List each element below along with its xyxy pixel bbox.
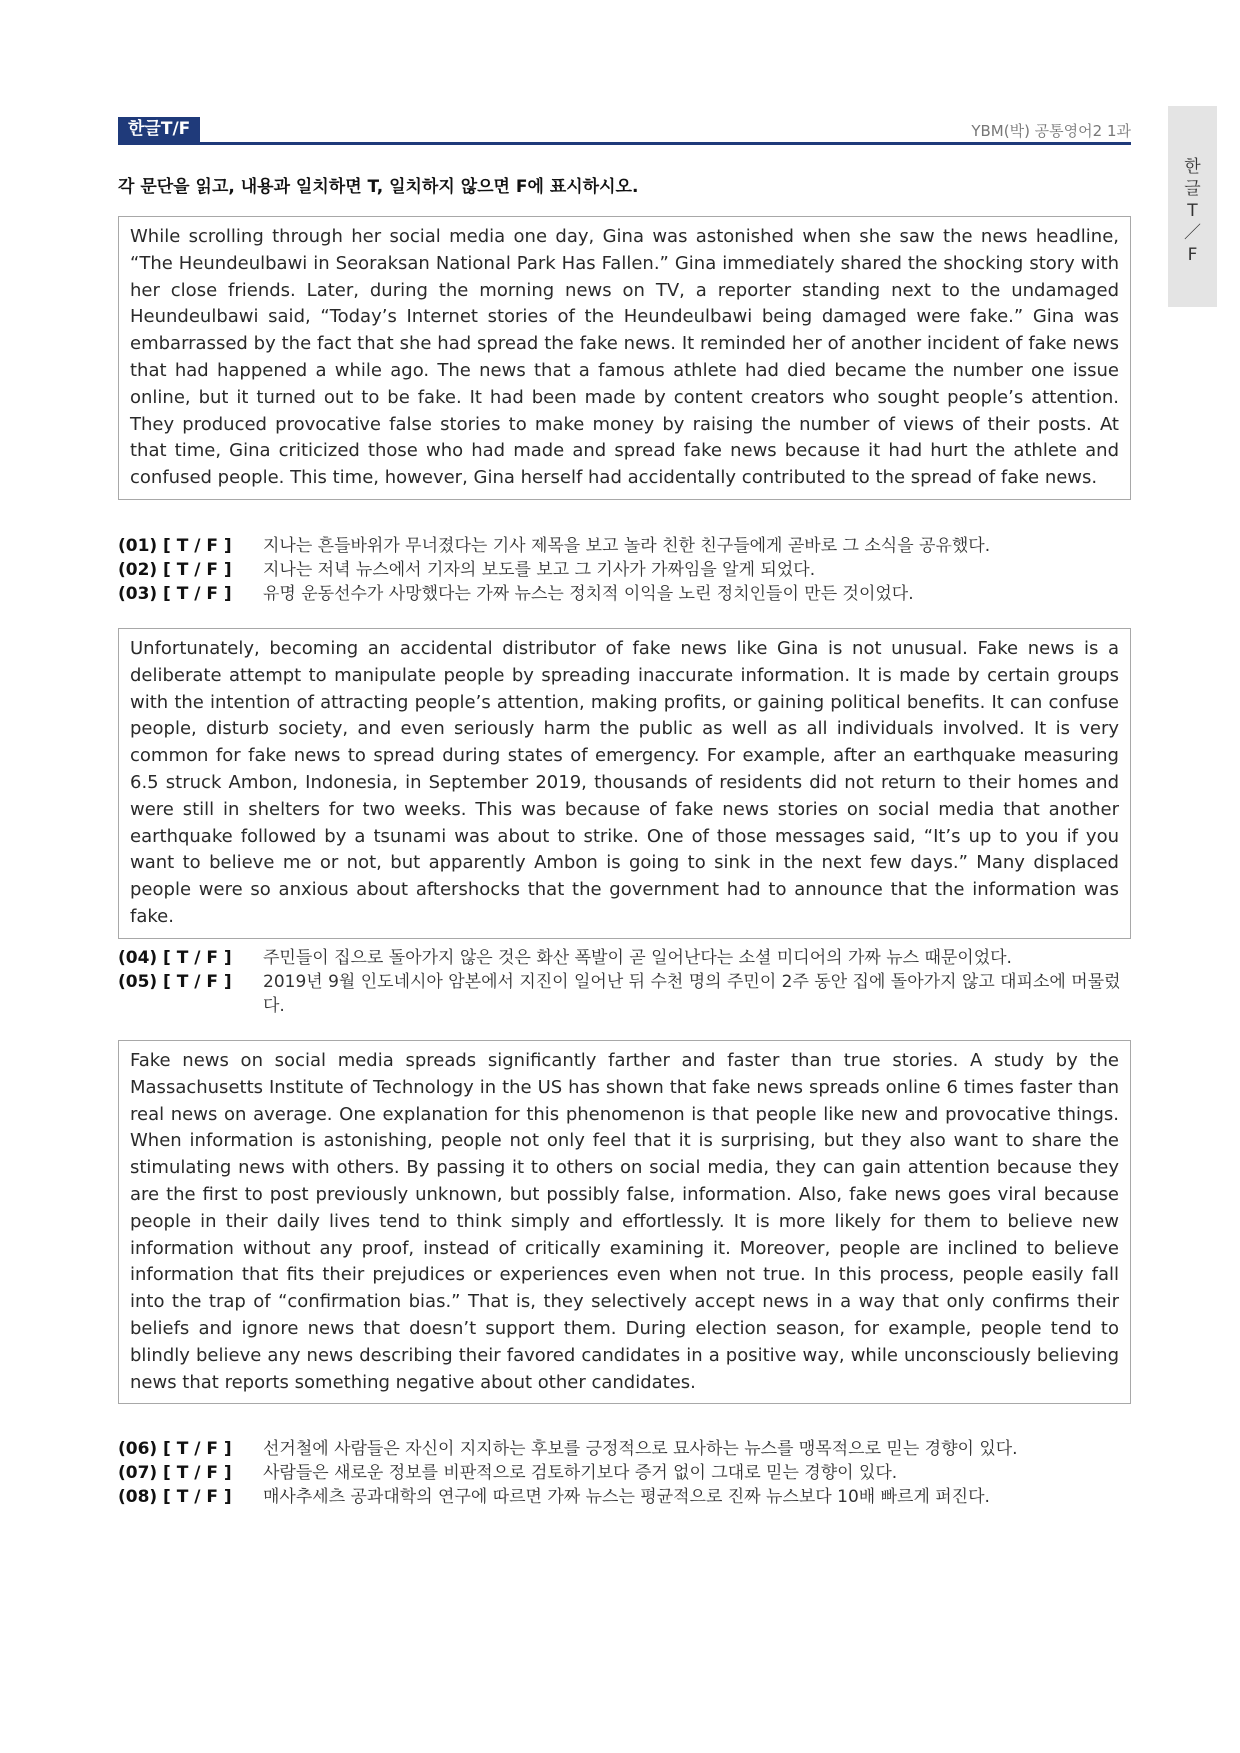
tf-choice[interactable]: [ T / F ] (163, 536, 232, 556)
question-number: (07) (118, 1463, 158, 1483)
question-item (118, 1437, 1131, 1461)
tf-choice[interactable]: [ T / F ] (163, 1439, 232, 1459)
tf-choice[interactable]: [ T / F ] (163, 948, 232, 968)
tf-choice[interactable]: [ T / F ] (163, 560, 232, 580)
question-text: 사람들은 새로운 정보를 비판적으로 검토하기보다 증거 없이 그대로 믿는 경향이 있다. (263, 1463, 898, 1483)
side-tab (1168, 106, 1217, 307)
question-text: 지나는 저녁 뉴스에서 기자의 보도를 보고 그 기사가 가짜임을 알게 되었다. (263, 560, 816, 580)
instruction: 각 문단을 읽고, 내용과 일치하면 T, 일치하지 않으면 F에 표시하시오. (118, 177, 639, 197)
textbook-title: YBM(박) 공통영어2 1과 (971, 122, 1131, 140)
passage-2: Unfortunately, becoming an accidental distributor of fake news like Gina is not unusual. Fake news is a deliberate attempt to manipulate people by spreading inaccurate information. It is made by certain groups with the intention of attracting people’s attention, making profits, or gaining political benefits. It can confuse people, disturb society, and even seriously harm the public as well as all individuals involved. It is very common for fake news to spread during states of emergency. For example, after an earthquake measuring 6.5 struck Ambon, Indonesia, in September 2019, thousands of residents did not return to their homes and were still in shelters for two weeks. This was because of fake news stories on social media that another earthquake followed by a tsunami was about to strike. One of those messages said, “It’s up to you if you want to believe me or not, but apparently Ambon is going to sink in the next few days.” Many displaced people were so anxious about aftershocks that the government had to announce that the information was fake. (118, 628, 1131, 939)
question-item (118, 946, 1131, 970)
question-group-3 (118, 1437, 1131, 1509)
tf-choice[interactable]: [ T / F ] (163, 1487, 232, 1507)
side-tab-char: 글 (1184, 179, 1201, 199)
question-number: (01) (118, 536, 158, 556)
page-header (118, 117, 1131, 145)
question-text: 선거철에 사람들은 자신이 지지하는 후보를 긍정적으로 묘사하는 뉴스를 맹목적으로 믿는 경향이 있다. (263, 1439, 1018, 1459)
tf-choice[interactable]: [ T / F ] (163, 972, 232, 992)
question-number: (02) (118, 560, 158, 580)
tf-choice[interactable]: [ T / F ] (163, 1463, 232, 1483)
passage-1: While scrolling through her social media one day, Gina was astonished when she saw the news headline, “The Heundeulbawi in Seoraksan National Park Has Fallen.” Gina immediately shared the shocking story with her close friends. Later, during the morning news on TV, a reporter standing next to the undamaged Heundeulbawi said, “Today’s Internet stories of the Heundeulbawi being damaged were fake.” Gina was embarrassed by the fact that she had spread the fake news. It reminded her of another incident of fake news that had happened a while ago. The news that a famous athlete had died became the number one issue online, but it turned out to be fake. It had been made by content creators who sought people’s attention. They produced provocative false stories to make money by raising the number of views of their posts. At that time, Gina criticized those who had made and spread fake news because it had hurt the athlete and confused people. This time, however, Gina herself had accidentally contributed to the spread of fake news. (118, 216, 1131, 500)
question-text: 2019년 9월 인도네시아 암본에서 지진이 일어난 뒤 수천 명의 주민이 2주 동안 집에 돌아가지 않고 대피소에 머물렀다. (263, 972, 1121, 1016)
question-number: (03) (118, 584, 158, 604)
question-number: (08) (118, 1487, 158, 1507)
question-item (118, 1485, 1131, 1509)
question-item (118, 582, 1131, 606)
question-item (118, 1461, 1131, 1485)
question-text: 유명 운동선수가 사망했다는 가짜 뉴스는 정치적 이익을 노린 정치인들이 만든 것이었다. (263, 584, 914, 604)
tf-choice[interactable]: [ T / F ] (163, 584, 232, 604)
question-item (118, 970, 1131, 1018)
question-text: 매사추세츠 공과대학의 연구에 따르면 가짜 뉴스는 평균적으로 진짜 뉴스보다 10배 빠르게 퍼진다. (263, 1487, 990, 1507)
question-group-2 (118, 946, 1131, 1018)
side-tab-char: ／ (1184, 223, 1201, 243)
question-number: (05) (118, 972, 158, 992)
side-tab-char: F (1187, 245, 1198, 265)
question-text: 주민들이 집으로 돌아가지 않은 것은 화산 폭발이 곧 일어난다는 소셜 미디어의 가짜 뉴스 때문이었다. (263, 948, 1012, 968)
side-tab-char: 한 (1184, 157, 1201, 177)
question-text: 지나는 흔들바위가 무너졌다는 기사 제목을 보고 놀라 친한 친구들에게 곧바로 그 소식을 공유했다. (263, 536, 991, 556)
side-tab-char: T (1187, 201, 1198, 221)
passage-3: Fake news on social media spreads significantly farther and faster than true stories. A study by the Massachusetts Institute of Technology in the US has shown that fake news spreads online 6 times faster than real news on average. One explanation for this phenomenon is that people like new and provocative things. When information is astonishing, people not only feel that it is surprising, but they also want to share the stimulating news with others. By passing it to others on social media, they can gain attention because they are the first to post previously unknown, but possibly false, information. Also, fake news goes viral because people in their daily lives tend to think simply and effortlessly. It is more likely for them to believe new information without any proof, instead of critically examining it. Moreover, people are inclined to believe information that fits their prejudices or experiences even when not true. In this process, people easily fall into the trap of “confirmation bias.” That is, they selectively accept news in a way that only confirms their beliefs and ignore news that doesn’t support them. During election season, for example, people tend to blindly believe any news describing their favored candidates in a positive way, while unconsciously believing news that reports something negative about other candidates. (118, 1040, 1131, 1404)
question-group-1 (118, 534, 1131, 606)
question-number: (04) (118, 948, 158, 968)
section-tag: 한글T/F (118, 117, 200, 142)
question-item (118, 558, 1131, 582)
question-number: (06) (118, 1439, 158, 1459)
question-item (118, 534, 1131, 558)
